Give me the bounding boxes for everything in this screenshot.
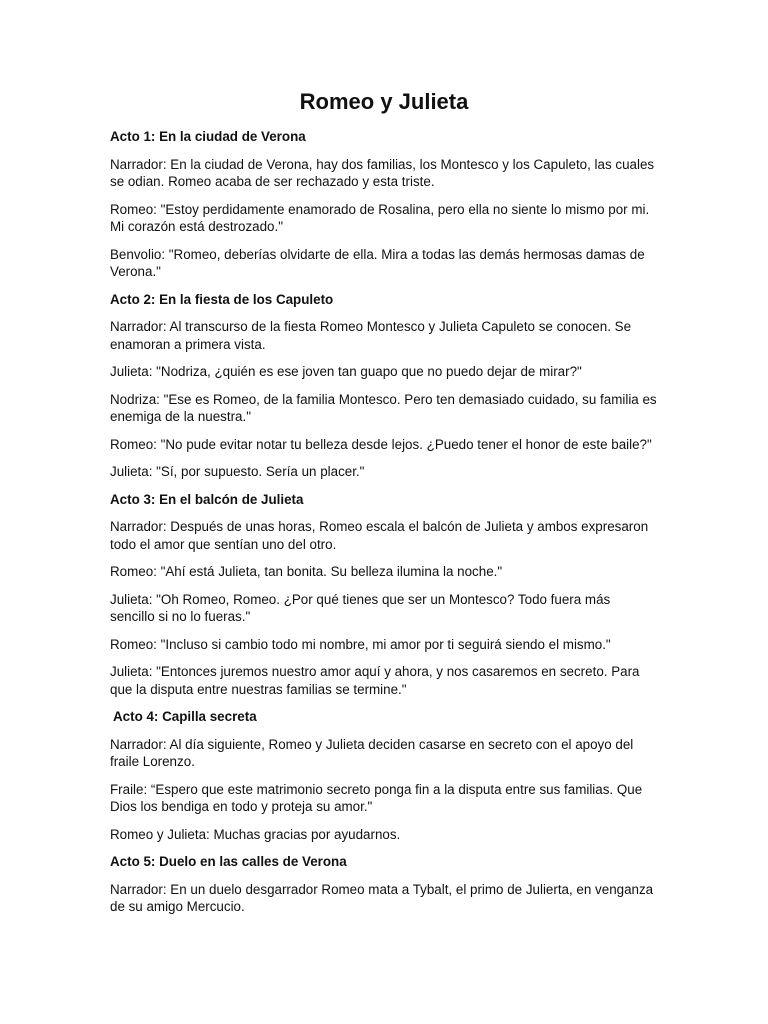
dialogue-paragraph: Romeo: "Ahí está Julieta, tan bonita. Su belleza ilumina la noche." [110, 564, 503, 579]
dialogue-paragraph: Julieta: "Sí, por supuesto. Sería un placer." [110, 464, 365, 479]
act-heading: Acto 1: En la ciudad de Verona [110, 129, 306, 144]
dialogue-paragraph: Narrador: Al transcurso de la fiesta Romeo Montesco y Julieta Capuleto se conocen. Se enamoran a primera vista. [110, 319, 632, 352]
dialogue-paragraph: Romeo y Julieta: Muchas gracias por ayudarnos. [110, 826, 401, 842]
dialogue-paragraph: Romeo: "Estoy perdidamente enamorado de Rosalina, pero ella no siente lo mismo por mi. Mi corazón está destrozado." [110, 201, 650, 234]
dialogue-paragraph: Julieta: "Oh Romeo, Romeo. ¿Por qué tienes que ser un Montesco? Todo fuera más sencillo si no lo fueras." [110, 591, 611, 624]
document-page [110, 86, 658, 926]
dialogue-paragraph: Narrador: En un duelo desgarrador Romeo mata a Tybalt, el primo de Julierta, en venganza de su amigo Mercucio. [110, 881, 654, 914]
act-heading: Acto 4: Capilla secreta [113, 709, 257, 724]
act-heading: Acto 5: Duelo en las calles de Verona [110, 854, 347, 869]
dialogue-paragraph: Nodriza: "Ese es Romeo, de la familia Montesco. Pero ten demasiado cuidado, su familia es enemiga de la nuestra." [110, 391, 657, 424]
dialogue-paragraph: Julieta: "Entonces juremos nuestro amor aquí y ahora, y nos casaremos en secreto. Para que la disputa entre nuestras familias se termine." [110, 664, 640, 697]
dialogue-paragraph: Narrador: Al día siguiente, Romeo y Julieta deciden casarse en secreto con el apoyo del fraile Lorenzo. [110, 736, 634, 769]
dialogue-paragraph: Fraile: “Espero que este matrimonio secreto ponga fin a la disputa entre sus familias. Que Dios los bendiga en todo y proteja su amor." [110, 781, 643, 814]
act-heading: Acto 3: En el balcón de Julieta [110, 491, 304, 507]
dialogue-paragraph: Romeo: "No pude evitar notar tu belleza desde lejos. ¿Puedo tener el honor de este baile?" [110, 436, 652, 452]
dialogue-paragraph: Benvolio: "Romeo, deberías olvidarte de ella. Mira a todas las demás hermosas damas de Verona." [110, 246, 645, 279]
document-body [110, 128, 658, 916]
dialogue-paragraph: Romeo: "Incluso si cambio todo mi nombre, mi amor por ti seguirá siendo el mismo." [110, 636, 611, 652]
act-heading: Acto 2: En la fiesta de los Capuleto [110, 291, 334, 307]
dialogue-paragraph: Julieta: "Nodriza, ¿quién es ese joven tan guapo que no puedo dejar de mirar?" [110, 364, 582, 379]
document-title: Romeo y Julieta [299, 89, 469, 114]
dialogue-paragraph: Narrador: En la ciudad de Verona, hay dos familias, los Montesco y los Capuleto, las cuales se odian. Romeo acaba de ser rechazado y esta triste. [110, 156, 655, 189]
dialogue-paragraph: Narrador: Después de unas horas, Romeo escala el balcón de Julieta y ambos expresaron todo el amor que sentían uno del otro. [110, 519, 649, 552]
